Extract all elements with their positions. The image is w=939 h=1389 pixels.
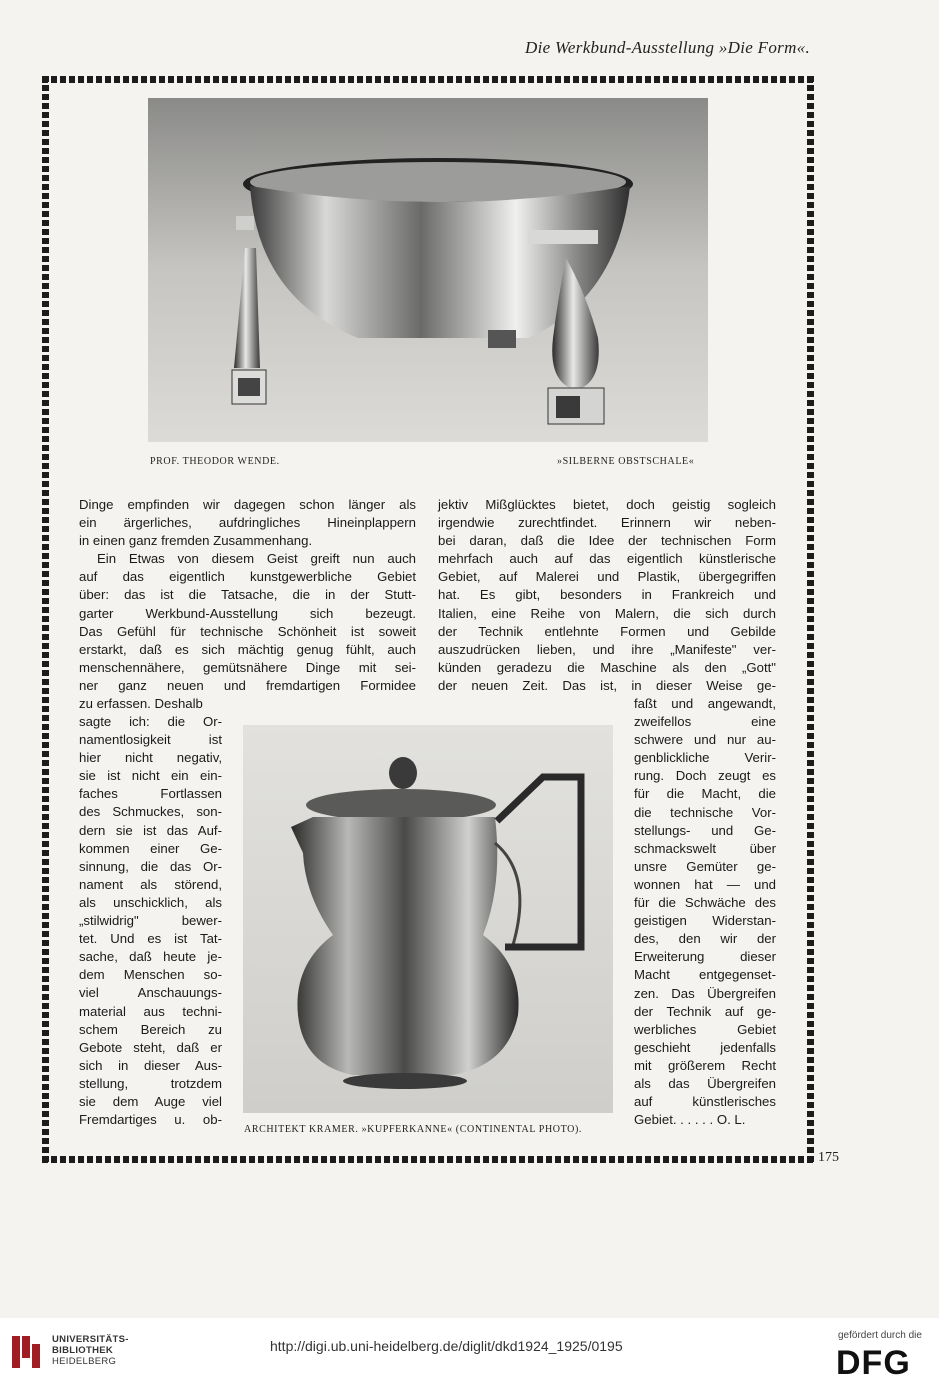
text-line: erstarkt, daß es sich mächtig genug fühlt, auch — [79, 641, 416, 657]
text-line: bei daran, daß die Idee der technischen Form — [438, 533, 776, 549]
silver-bowl-illustration — [148, 98, 708, 442]
top-figure-caption-right: »SILBERNE OBSTSCHALE« — [557, 456, 695, 467]
text-line: Macht entgegenset- — [634, 967, 776, 983]
text-line: sinnung, die das Or- — [79, 858, 222, 874]
text-line: genblickliche Verir- — [634, 750, 776, 766]
dfg-logo: DFG — [836, 1344, 911, 1382]
text-line: in einen ganz fremden Zusammenhang. — [79, 533, 313, 549]
text-line: die technische Vor- — [634, 804, 776, 820]
text-line: auf das eigentlich kunstgewerbliche Gebiet — [79, 569, 416, 585]
text-line: Italien, eine Reihe von Malern, die sich durch — [438, 605, 776, 621]
text-line: Ein Etwas von diesem Geist greift nun auch — [97, 551, 416, 567]
photo-silver-bowl — [148, 98, 708, 442]
frame-bottom — [42, 1156, 814, 1163]
text-line: Erweiterung dieser — [634, 949, 776, 965]
text-line: für die Macht, die — [634, 786, 776, 802]
text-line: Das Gefühl für technische Schönheit ist soweit — [79, 623, 416, 639]
text-line: kommen einer Ge- — [79, 840, 222, 856]
library-name-line2: BIBLIOTHEK — [52, 1345, 114, 1356]
text-line: nament als störend, — [79, 876, 222, 892]
text-line: zweifellos eine — [634, 714, 776, 730]
left-column-narrow — [79, 713, 222, 1129]
frame-right — [807, 76, 814, 1163]
text-line: faßt und angewandt, — [634, 696, 776, 711]
text-line: schem Bereich zu — [79, 1021, 222, 1037]
text-line: Gebiet, auf Malerei und Plastik, übergegriffen — [438, 569, 776, 585]
text-line: des Schmuckes, son- — [79, 804, 222, 820]
text-line: Gebote steht, daß er — [79, 1039, 222, 1055]
text-line: Fremdartiges u. ob- — [79, 1112, 222, 1128]
text-line: auszudrücken lieben, und ihre „Manifeste" ver- — [438, 641, 776, 657]
text-line: schwere und nur au- — [634, 732, 776, 748]
text-line: als das Übergreifen — [634, 1075, 776, 1091]
text-line: sache, daß heute je- — [79, 949, 222, 965]
university-logo-icon — [10, 1332, 44, 1372]
text-line: namentlosigkeit ist — [79, 732, 222, 748]
text-line: dem Menschen so- — [79, 967, 222, 983]
text-line: sagte ich: die Or- — [79, 714, 222, 729]
text-line: ner ganz neuen und fremdartigen Formidee — [79, 677, 416, 693]
text-line: „stilwidrig" bewer- — [79, 913, 222, 929]
text-line: Dinge empfinden wir dagegen schon länger als — [79, 497, 416, 512]
left-column-top — [79, 496, 416, 713]
text-line: mit größerem Recht — [634, 1057, 776, 1073]
top-figure-caption-left: PROF. THEODOR WENDE. — [150, 456, 280, 467]
text-line: künden geradezu die Maschine als den „Gott" — [438, 659, 776, 675]
text-line: der Technik entlehnte Formen und Gebilde — [438, 623, 776, 639]
text-line: sich in dieser Aus- — [79, 1057, 222, 1073]
right-column-top — [438, 496, 776, 695]
text-line: werbliches Gebiet — [634, 1021, 776, 1037]
text-line: stellungs- und Ge- — [634, 822, 776, 838]
photo-copper-jug — [243, 725, 613, 1113]
library-name-line1: UNIVERSITÄTS- — [52, 1334, 129, 1345]
text-line: Gebiet. . . . . . O. L. — [634, 1112, 746, 1128]
funded-by-text: gefördert durch die — [838, 1330, 922, 1341]
text-line: menschennähere, gemütsnähere Dinge mit sei- — [79, 659, 416, 675]
text-line: auf künstlerisches — [634, 1094, 776, 1110]
text-line: irgendwie zurechtfindet. Erinnern wir neben- — [438, 515, 776, 531]
text-line: viel Anschauungs- — [79, 985, 222, 1001]
text-line: schmackswelt über — [634, 840, 776, 856]
text-line: faches Fortlassen — [79, 786, 222, 802]
text-line: unsre Gemüter ge- — [634, 858, 776, 874]
text-line: geistigen Widerstan- — [634, 913, 776, 929]
frame-left — [42, 76, 49, 1163]
text-line: zu erfassen. Deshalb — [79, 696, 203, 712]
text-line: zen. Das Übergreifen — [634, 985, 776, 1001]
right-column-narrow — [634, 695, 776, 1129]
text-line: der neuen Zeit. Das ist, in dieser Weise ge- — [438, 677, 776, 693]
middle-figure-caption: ARCHITEKT KRAMER. »KUPFERKANNE« (CONTINENTAL PHOTO). — [244, 1124, 582, 1135]
text-line: jektiv Mißglücktes bietet, doch geistig sogleich — [438, 497, 776, 512]
text-line: ein ärgerliches, aufdringliches Hineinplappern — [79, 515, 416, 531]
text-line: als unschicklich, als — [79, 894, 222, 910]
library-name-line3: HEIDELBERG — [52, 1356, 117, 1367]
text-line: der Technik auf ge- — [634, 1003, 776, 1019]
text-line: über: das ist die Tatsache, die in der Stutt- — [79, 587, 416, 603]
text-line: tet. Und es ist Tat- — [79, 931, 222, 947]
frame-top — [42, 76, 814, 83]
copper-jug-illustration — [243, 725, 613, 1113]
text-line: sie ist nicht ein ein- — [79, 768, 222, 784]
text-line: garter Werkbund-Ausstellung sich bezeugt. — [79, 605, 416, 621]
text-line: hier nicht negativ, — [79, 750, 222, 766]
permalink-url[interactable]: http://digi.ub.uni-heidelberg.de/diglit/dkd1924_1925/0195 — [270, 1338, 623, 1354]
text-line: mehrfach auch auf das eigentlich künstlerische — [438, 551, 776, 567]
text-line: rung. Doch zeugt es — [634, 768, 776, 784]
text-line: des, den wir der — [634, 931, 776, 947]
text-line: für die Schwäche des — [634, 895, 776, 911]
text-line: hat. Es gibt, besonders in Frankreich und — [438, 587, 776, 603]
page-number: 175 — [818, 1150, 839, 1165]
text-line: stellung, trotzdem — [79, 1075, 222, 1091]
text-line: wonnen hat — und — [634, 876, 776, 892]
text-line: material aus techni- — [79, 1003, 222, 1019]
running-head: Die Werkbund-Ausstellung »Die Form«. — [525, 38, 810, 57]
text-line: geschieht jedenfalls — [634, 1039, 776, 1055]
text-line: sie dem Auge viel — [79, 1093, 222, 1109]
text-line: dern sie ist das Auf- — [79, 822, 222, 838]
